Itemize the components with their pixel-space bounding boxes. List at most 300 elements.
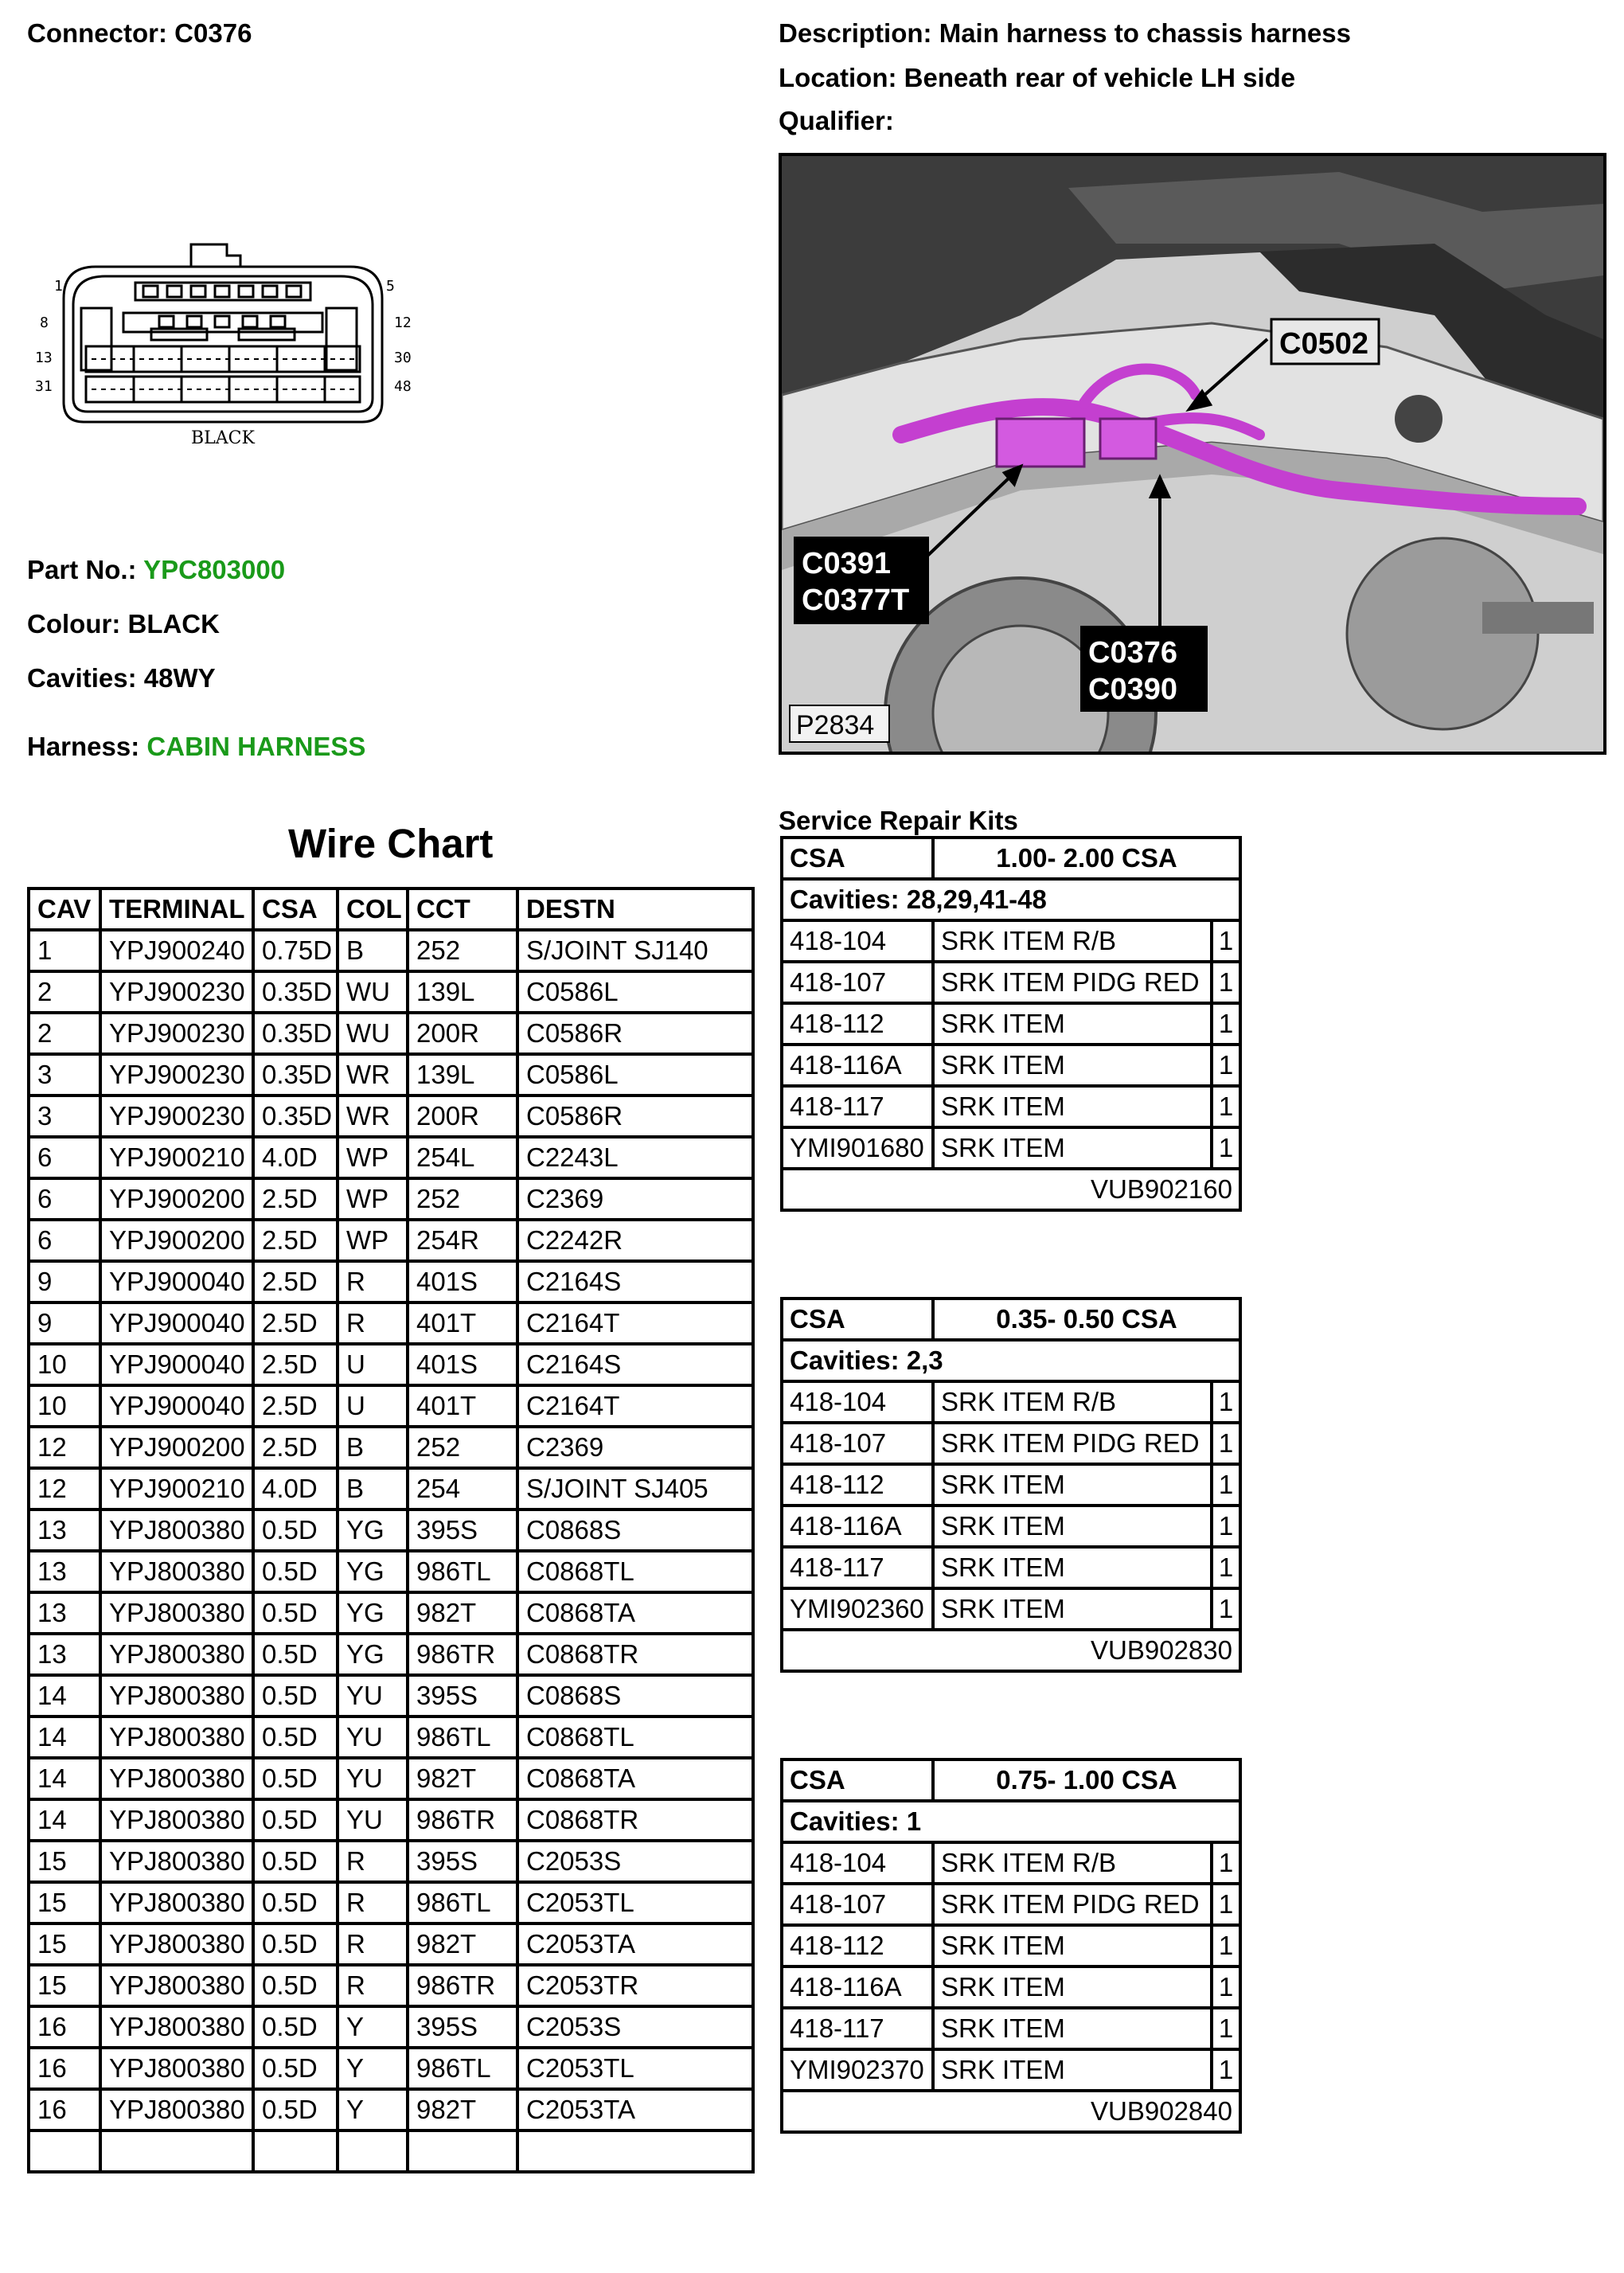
table-row	[29, 2006, 753, 2048]
table-row	[29, 1509, 753, 1551]
table-cell: 14	[29, 1758, 100, 1799]
repair-kit-csa-row	[782, 1759, 1240, 1801]
pin-label-8: 8	[40, 314, 49, 331]
table-cell: 9	[29, 1261, 100, 1302]
table-cell: YPJ900230	[100, 971, 253, 1013]
repair-kit-item-description: SRK ITEM	[933, 1086, 1212, 1127]
table-cell: 401S	[408, 1344, 517, 1385]
wire-chart-column-header: DESTN	[517, 889, 753, 930]
table-cell: 986TR	[408, 1799, 517, 1841]
table-cell: 139L	[408, 1054, 517, 1095]
table-cell: C0868TL	[517, 1551, 753, 1592]
repair-kit-csa-range: 0.35- 0.50 CSA	[933, 1299, 1240, 1340]
repair-kit-item-quantity: 1	[1212, 1381, 1240, 1423]
table-cell: B	[338, 1427, 408, 1468]
repair-kit-part-number: 418-104	[782, 1381, 933, 1423]
connector-heading	[27, 18, 252, 49]
table-cell: 2	[29, 1013, 100, 1054]
list-item	[782, 1086, 1240, 1127]
table-row	[29, 1137, 753, 1178]
table-cell: 2.5D	[253, 1302, 338, 1344]
repair-kit-item-quantity: 1	[1212, 2008, 1240, 2049]
list-item	[782, 2049, 1240, 2091]
table-cell: 982T	[408, 1592, 517, 1634]
table-cell: C2164S	[517, 1344, 753, 1385]
table-cell: YPJ800380	[100, 1841, 253, 1882]
table-cell: 0.5D	[253, 2006, 338, 2048]
repair-kit-ref-row	[782, 2091, 1240, 2132]
table-cell: 16	[29, 2048, 100, 2089]
table-row	[29, 1965, 753, 2006]
colour-line	[27, 608, 220, 640]
pin-label-5: 5	[386, 278, 395, 295]
repair-kit-part-number: 418-117	[782, 2008, 933, 2049]
table-cell: 0.5D	[253, 1551, 338, 1592]
table-cell: 2.5D	[253, 1261, 338, 1302]
list-item	[782, 1464, 1240, 1506]
pin-label-30: 30	[394, 350, 412, 366]
table-cell: 0.5D	[253, 1758, 338, 1799]
table-cell: 986TL	[408, 1551, 517, 1592]
table-cell: WU	[338, 971, 408, 1013]
connector-label: Connector:	[27, 18, 167, 48]
location-line	[779, 62, 1295, 94]
location-value: Beneath rear of vehicle LH side	[904, 63, 1296, 92]
table-cell: 6	[29, 1178, 100, 1220]
table-cell: C0586L	[517, 1054, 753, 1095]
wire-chart-title: Wire Chart	[288, 821, 494, 866]
repair-kit-part-number: 418-104	[782, 920, 933, 962]
table-cell: C0868TR	[517, 1799, 753, 1841]
repair-kit-item-description: SRK ITEM PIDG RED	[933, 1884, 1212, 1925]
table-row	[29, 1054, 753, 1095]
repair-kit-cavities: Cavities: 1	[782, 1801, 1240, 1842]
table-cell: C2164S	[517, 1261, 753, 1302]
part-no-value: YPC803000	[143, 555, 286, 584]
repair-kit-cavities-row	[782, 1340, 1240, 1381]
repair-kit-cavities-row	[782, 879, 1240, 920]
table-cell: 254R	[408, 1220, 517, 1261]
table-cell: C2053TL	[517, 2048, 753, 2089]
table-cell: YG	[338, 1634, 408, 1675]
table-cell	[408, 2130, 517, 2172]
repair-kit-item-quantity: 1	[1212, 962, 1240, 1003]
wire-chart-column-header: COL	[338, 889, 408, 930]
repair-kit-item-description: SRK ITEM	[933, 2008, 1212, 2049]
table-cell: C2164T	[517, 1385, 753, 1427]
table-cell: 0.5D	[253, 1799, 338, 1841]
repair-kit-item-description: SRK ITEM R/B	[933, 920, 1212, 962]
table-cell: 252	[408, 930, 517, 971]
wire-chart-column-header: CAV	[29, 889, 100, 930]
table-cell: U	[338, 1344, 408, 1385]
table-row	[29, 1675, 753, 1716]
table-cell: YPJ800380	[100, 2048, 253, 2089]
table-cell: C0868S	[517, 1509, 753, 1551]
figure-id: P2834	[796, 710, 875, 740]
list-item	[782, 1423, 1240, 1464]
repair-kit-item-quantity: 1	[1212, 1547, 1240, 1588]
table-cell: 395S	[408, 1841, 517, 1882]
pin-label-13: 13	[35, 350, 53, 366]
table-cell: B	[338, 930, 408, 971]
table-cell	[100, 2130, 253, 2172]
description-line	[779, 18, 1351, 49]
location-photo-illustration	[782, 156, 1603, 752]
table-cell: YPJ900200	[100, 1178, 253, 1220]
cavities-label: Cavities:	[27, 663, 137, 693]
table-cell: 986TR	[408, 1965, 517, 2006]
repair-kit-item-quantity: 1	[1212, 920, 1240, 962]
table-cell: YPJ900040	[100, 1261, 253, 1302]
repair-kit-item-quantity: 1	[1212, 1086, 1240, 1127]
table-cell: Y	[338, 2048, 408, 2089]
list-item	[782, 1381, 1240, 1423]
table-cell: 0.5D	[253, 2089, 338, 2130]
table-cell: 395S	[408, 1509, 517, 1551]
table-cell: B	[338, 1468, 408, 1509]
colour-label: Colour:	[27, 609, 121, 639]
wire-chart-header-row	[29, 889, 753, 930]
table-cell: 12	[29, 1468, 100, 1509]
table-cell: C0586L	[517, 971, 753, 1013]
table-cell: C2242R	[517, 1220, 753, 1261]
table-cell: YPJ800380	[100, 1634, 253, 1675]
repair-kit-part-number: 418-116A	[782, 1045, 933, 1086]
callout-c0391: C0391	[802, 547, 891, 580]
table-cell: 12	[29, 1427, 100, 1468]
table-cell: 401S	[408, 1261, 517, 1302]
table-cell: YPJ900230	[100, 1013, 253, 1054]
repair-kit-part-number: YMI902370	[782, 2049, 933, 2091]
table-cell: 0.5D	[253, 1509, 338, 1551]
repair-kit-item-quantity: 1	[1212, 1127, 1240, 1169]
table-cell: 986TL	[408, 1882, 517, 1923]
table-cell: 0.5D	[253, 1675, 338, 1716]
list-item	[782, 1884, 1240, 1925]
table-cell: 986TL	[408, 2048, 517, 2089]
table-cell: 254	[408, 1468, 517, 1509]
table-cell: YU	[338, 1675, 408, 1716]
table-cell: WR	[338, 1054, 408, 1095]
table-cell	[517, 2130, 753, 2172]
repair-kit-item-description: SRK ITEM R/B	[933, 1842, 1212, 1884]
repair-kit-part-number: YMI902360	[782, 1588, 933, 1630]
table-cell: 139L	[408, 971, 517, 1013]
table-cell: 0.5D	[253, 1841, 338, 1882]
table-cell: Y	[338, 2089, 408, 2130]
callout-c0390: C0390	[1088, 673, 1177, 706]
table-cell: 6	[29, 1137, 100, 1178]
table-row	[29, 1716, 753, 1758]
table-cell: 254L	[408, 1137, 517, 1178]
table-row	[29, 930, 753, 971]
repair-kit-table	[780, 1297, 1242, 1673]
description-label: Description:	[779, 18, 932, 48]
table-cell: R	[338, 1923, 408, 1965]
connector-value: C0376	[174, 18, 252, 48]
repair-kit-item-description: SRK ITEM	[933, 1966, 1212, 2008]
repair-kit-part-number: 418-117	[782, 1086, 933, 1127]
wire-chart-column-header: TERMINAL	[100, 889, 253, 930]
table-cell: 0.35D	[253, 1013, 338, 1054]
table-cell: 16	[29, 2006, 100, 2048]
table-cell: 14	[29, 1675, 100, 1716]
pin-label-12: 12	[394, 314, 412, 331]
repair-kit-cavities: Cavities: 28,29,41-48	[782, 879, 1240, 920]
table-cell: 0.5D	[253, 1965, 338, 2006]
table-cell: 4.0D	[253, 1468, 338, 1509]
list-item	[782, 1506, 1240, 1547]
table-cell: 986TR	[408, 1634, 517, 1675]
table-row	[29, 1013, 753, 1054]
repair-kit-part-number: 418-112	[782, 1925, 933, 1966]
table-cell: YPJ900040	[100, 1302, 253, 1344]
pin-label-1: 1	[54, 278, 63, 295]
table-cell: 200R	[408, 1013, 517, 1054]
repair-kit-reference: VUB902840	[782, 2091, 1240, 2132]
table-cell: R	[338, 1882, 408, 1923]
table-cell: YG	[338, 1592, 408, 1634]
table-cell: YPJ800380	[100, 1592, 253, 1634]
repair-kit-item-quantity: 1	[1212, 1588, 1240, 1630]
repair-kit-part-number: 418-107	[782, 1423, 933, 1464]
table-cell: 0.5D	[253, 1882, 338, 1923]
table-cell: 982T	[408, 1758, 517, 1799]
table-row	[29, 1178, 753, 1220]
table-cell: C0868S	[517, 1675, 753, 1716]
repair-kit-csa-label: CSA	[782, 1759, 933, 1801]
table-cell: C2369	[517, 1178, 753, 1220]
table-cell: 2.5D	[253, 1427, 338, 1468]
table-cell: R	[338, 1261, 408, 1302]
table-row	[29, 1923, 753, 1965]
list-item	[782, 2008, 1240, 2049]
table-cell: 15	[29, 1965, 100, 2006]
table-cell: 395S	[408, 2006, 517, 2048]
repair-kit-csa-label: CSA	[782, 1299, 933, 1340]
repair-kit-item-quantity: 1	[1212, 2049, 1240, 2091]
table-cell: 0.5D	[253, 1923, 338, 1965]
table-row	[29, 1841, 753, 1882]
table-cell: YPJ900210	[100, 1137, 253, 1178]
table-row	[29, 1799, 753, 1841]
table-cell: 2.5D	[253, 1178, 338, 1220]
repair-kit-item-description: SRK ITEM	[933, 1506, 1212, 1547]
table-cell: 13	[29, 1592, 100, 1634]
table-cell: YU	[338, 1799, 408, 1841]
repair-kit-item-description: SRK ITEM	[933, 2049, 1212, 2091]
table-row	[29, 1261, 753, 1302]
table-row	[29, 971, 753, 1013]
repair-kit-reference: VUB902830	[782, 1630, 1240, 1671]
repair-kit-item-quantity: 1	[1212, 1003, 1240, 1045]
table-cell: 10	[29, 1344, 100, 1385]
table-cell: S/JOINT SJ405	[517, 1468, 753, 1509]
qualifier-line	[779, 105, 894, 137]
table-cell: 0.5D	[253, 1716, 338, 1758]
table-cell: C2164T	[517, 1302, 753, 1344]
qualifier-label: Qualifier:	[779, 106, 894, 135]
list-item	[782, 1966, 1240, 2008]
connector-face-drawing	[32, 235, 430, 454]
repair-kit-csa-label: CSA	[782, 838, 933, 879]
list-item	[782, 1003, 1240, 1045]
table-cell: YPJ800380	[100, 1675, 253, 1716]
table-cell: 0.5D	[253, 1634, 338, 1675]
repair-kit-item-description: SRK ITEM	[933, 1547, 1212, 1588]
repair-kit-item-description: SRK ITEM	[933, 1045, 1212, 1086]
table-cell: R	[338, 1302, 408, 1344]
repair-kit-item-quantity: 1	[1212, 1045, 1240, 1086]
table-cell: 2.5D	[253, 1344, 338, 1385]
table-cell: 0.75D	[253, 930, 338, 971]
repair-kit-ref-row	[782, 1630, 1240, 1671]
pin-label-48: 48	[394, 378, 412, 395]
repair-kit-item-quantity: 1	[1212, 1966, 1240, 2008]
table-cell: C2053TA	[517, 2089, 753, 2130]
callout-c0377t: C0377T	[802, 584, 910, 617]
table-cell: YU	[338, 1758, 408, 1799]
harness-label: Harness:	[27, 732, 140, 761]
table-cell: 6	[29, 1220, 100, 1261]
repair-kit-part-number: 418-104	[782, 1842, 933, 1884]
table-row	[29, 1427, 753, 1468]
repair-kit-item-description: SRK ITEM	[933, 1464, 1212, 1506]
location-photo	[779, 153, 1606, 755]
repair-kit-item-quantity: 1	[1212, 1423, 1240, 1464]
table-cell: R	[338, 1841, 408, 1882]
table-cell: 252	[408, 1178, 517, 1220]
table-cell: C2053TL	[517, 1882, 753, 1923]
list-item	[782, 1127, 1240, 1169]
table-cell	[253, 2130, 338, 2172]
table-cell: 15	[29, 1841, 100, 1882]
pin-label-31: 31	[35, 378, 53, 395]
table-cell: C2369	[517, 1427, 753, 1468]
table-cell: WP	[338, 1220, 408, 1261]
location-label: Location:	[779, 63, 897, 92]
table-cell: YPJ900210	[100, 1468, 253, 1509]
table-cell: 0.5D	[253, 2048, 338, 2089]
repair-kit-table	[780, 836, 1242, 1212]
table-cell: 15	[29, 1882, 100, 1923]
table-cell: 13	[29, 1551, 100, 1592]
repair-kit-csa-row	[782, 1299, 1240, 1340]
table-cell: WU	[338, 1013, 408, 1054]
table-cell: 4.0D	[253, 1137, 338, 1178]
table-cell: YU	[338, 1716, 408, 1758]
table-row	[29, 2130, 753, 2172]
table-row	[29, 1592, 753, 1634]
repair-kit-part-number: 418-107	[782, 962, 933, 1003]
table-cell: YPJ900230	[100, 1054, 253, 1095]
harness-line	[27, 731, 365, 763]
table-row	[29, 1095, 753, 1137]
table-cell: C0868TA	[517, 1592, 753, 1634]
repair-kit-part-number: 418-112	[782, 1003, 933, 1045]
wire-chart-column-header: CSA	[253, 889, 338, 930]
table-row	[29, 1385, 753, 1427]
description-value: Main harness to chassis harness	[939, 18, 1351, 48]
cavities-value: 48WY	[143, 663, 216, 693]
table-cell: YG	[338, 1509, 408, 1551]
table-cell: YPJ800380	[100, 1509, 253, 1551]
repair-kit-csa-range: 1.00- 2.00 CSA	[933, 838, 1240, 879]
table-cell: 401T	[408, 1302, 517, 1344]
list-item	[782, 1045, 1240, 1086]
table-row	[29, 2089, 753, 2130]
table-cell: YPJ900040	[100, 1385, 253, 1427]
table-row	[29, 1758, 753, 1799]
table-cell: 14	[29, 1799, 100, 1841]
repair-kit-part-number: 418-116A	[782, 1506, 933, 1547]
table-cell	[338, 2130, 408, 2172]
table-cell: 16	[29, 2089, 100, 2130]
table-cell: YG	[338, 1551, 408, 1592]
connector-colour-caption: BLACK	[191, 428, 255, 448]
list-item	[782, 1925, 1240, 1966]
repair-kit-ref-row	[782, 1169, 1240, 1210]
repair-kit-csa-row	[782, 838, 1240, 879]
part-no-label: Part No.:	[27, 555, 137, 584]
table-cell: 3	[29, 1054, 100, 1095]
table-cell: WP	[338, 1178, 408, 1220]
table-cell: YPJ800380	[100, 1965, 253, 2006]
repair-kit-item-quantity: 1	[1212, 1506, 1240, 1547]
repair-kit-part-number: 418-107	[782, 1884, 933, 1925]
table-row	[29, 1634, 753, 1675]
table-cell: YPJ800380	[100, 1882, 253, 1923]
table-cell: YPJ900200	[100, 1427, 253, 1468]
table-cell: 0.35D	[253, 1054, 338, 1095]
table-cell: C2053TR	[517, 1965, 753, 2006]
table-cell: 252	[408, 1427, 517, 1468]
table-row	[29, 1468, 753, 1509]
table-cell: C0868TR	[517, 1634, 753, 1675]
list-item	[782, 1588, 1240, 1630]
wire-chart-table	[27, 887, 755, 2173]
table-cell: 986TL	[408, 1716, 517, 1758]
list-item	[782, 920, 1240, 962]
table-cell: 401T	[408, 1385, 517, 1427]
table-cell: YPJ900230	[100, 1095, 253, 1137]
repair-kit-cavities-row	[782, 1801, 1240, 1842]
table-cell: 200R	[408, 1095, 517, 1137]
table-cell: 395S	[408, 1675, 517, 1716]
table-row	[29, 1302, 753, 1344]
repair-kit-table	[780, 1758, 1242, 2134]
table-cell: 982T	[408, 1923, 517, 1965]
table-cell: YPJ800380	[100, 1758, 253, 1799]
repair-kit-cavities: Cavities: 2,3	[782, 1340, 1240, 1381]
table-cell: C0868TL	[517, 1716, 753, 1758]
table-cell: 14	[29, 1716, 100, 1758]
harness-value: CABIN HARNESS	[146, 732, 366, 761]
table-cell: YPJ900200	[100, 1220, 253, 1261]
repair-kit-item-description: SRK ITEM PIDG RED	[933, 962, 1212, 1003]
repair-kit-item-description: SRK ITEM	[933, 1925, 1212, 1966]
table-cell: S/JOINT SJ140	[517, 930, 753, 971]
table-cell: YPJ800380	[100, 2006, 253, 2048]
table-cell: YPJ800380	[100, 1551, 253, 1592]
service-repair-kits-title: Service Repair Kits	[779, 806, 1018, 835]
repair-kit-item-quantity: 1	[1212, 1842, 1240, 1884]
wire-chart-column-header: CCT	[408, 889, 517, 930]
table-cell	[29, 2130, 100, 2172]
table-cell: 10	[29, 1385, 100, 1427]
repair-kit-part-number: 418-112	[782, 1464, 933, 1506]
